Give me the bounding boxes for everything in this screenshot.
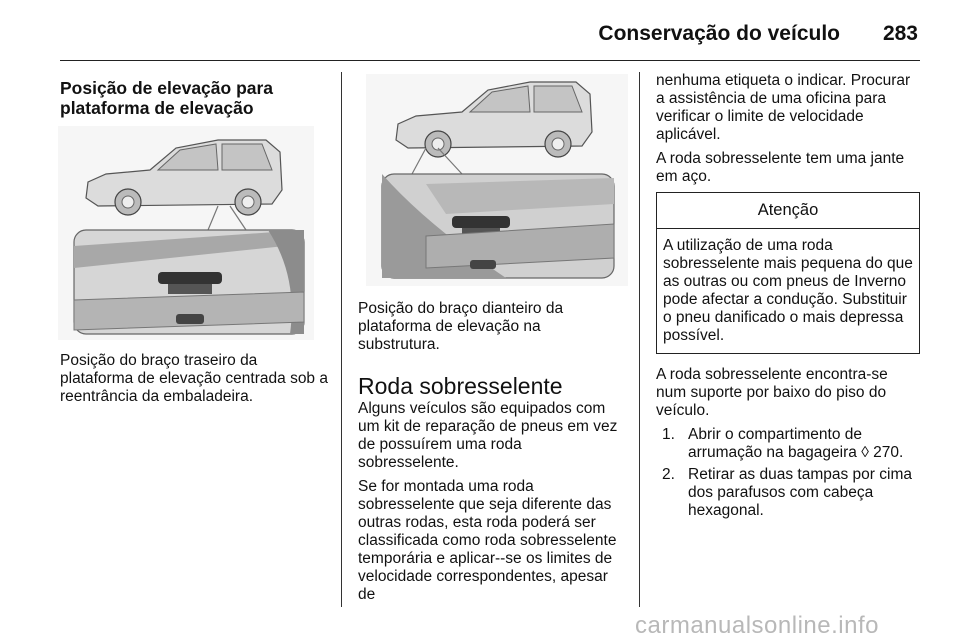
page-header [60, 14, 920, 61]
list-item [662, 466, 920, 520]
figure-caption: Posição do braço dianteiro da plataforma de elevação na substrutura. [358, 300, 564, 353]
warning-notice [656, 192, 920, 354]
list-item [662, 426, 920, 462]
page-title: Conservação do veículo [598, 22, 840, 45]
section-heading: Posição de elevação para plataforma de elevação [60, 78, 274, 118]
step-number: 1. [662, 426, 675, 443]
watermark: carmanualsonline.info [635, 612, 879, 639]
notice-title: Atenção [657, 193, 919, 229]
step-text: Retirar as duas tampas por cima dos parafusos com cabeça hexagonal. [688, 466, 912, 519]
column-2 [358, 72, 626, 610]
body-paragraph: Alguns veículos são equipados com um kit de reparação de pneus em vez de possuírem uma roda sobresselente. [358, 400, 618, 471]
lift-arm-detail-icon [382, 174, 614, 278]
body-paragraph: Se for montada uma roda sobresselente que seja diferente das outras rodas, esta roda poderá ser classificada como roda sobresselente temporária e aplicar--se os limites de velocidade correspondentes, apesar de [358, 478, 617, 603]
section-title: Roda sobresselente [358, 373, 563, 399]
body-paragraph: A roda sobresselente encontra-se num suporte por baixo do piso do veículo. [656, 366, 888, 419]
figure-caption: Posição do braço traseiro da plataforma de elevação centrada sob a reentrância da embaladeira. [60, 352, 328, 405]
step-number: 2. [662, 466, 675, 483]
page-number: 283 [882, 22, 918, 45]
column-divider [341, 72, 342, 607]
step-text: Abrir o compartimento de arrumação na bagageira ◊ 270. [688, 426, 904, 461]
front-lift-figure [366, 74, 628, 286]
rear-lift-figure [58, 126, 314, 340]
steps-list [656, 426, 920, 520]
column-1 [60, 72, 328, 406]
column-3 [656, 72, 920, 524]
body-paragraph: A roda sobresselente tem uma jante em aço. [656, 150, 905, 185]
column-divider [639, 72, 640, 607]
notice-text: A utilização de uma roda sobresselente mais pequena do que as outras ou com pneus de Inverno pode afectar a condução. Substituir o pneu danificado o mais depressa possível. [663, 237, 913, 344]
lift-arm-detail-icon [74, 230, 304, 334]
body-paragraph: nenhuma etiqueta o indicar. Procurar a assistência de uma oficina para verificar o limite de velocidade aplicável. [656, 72, 911, 143]
